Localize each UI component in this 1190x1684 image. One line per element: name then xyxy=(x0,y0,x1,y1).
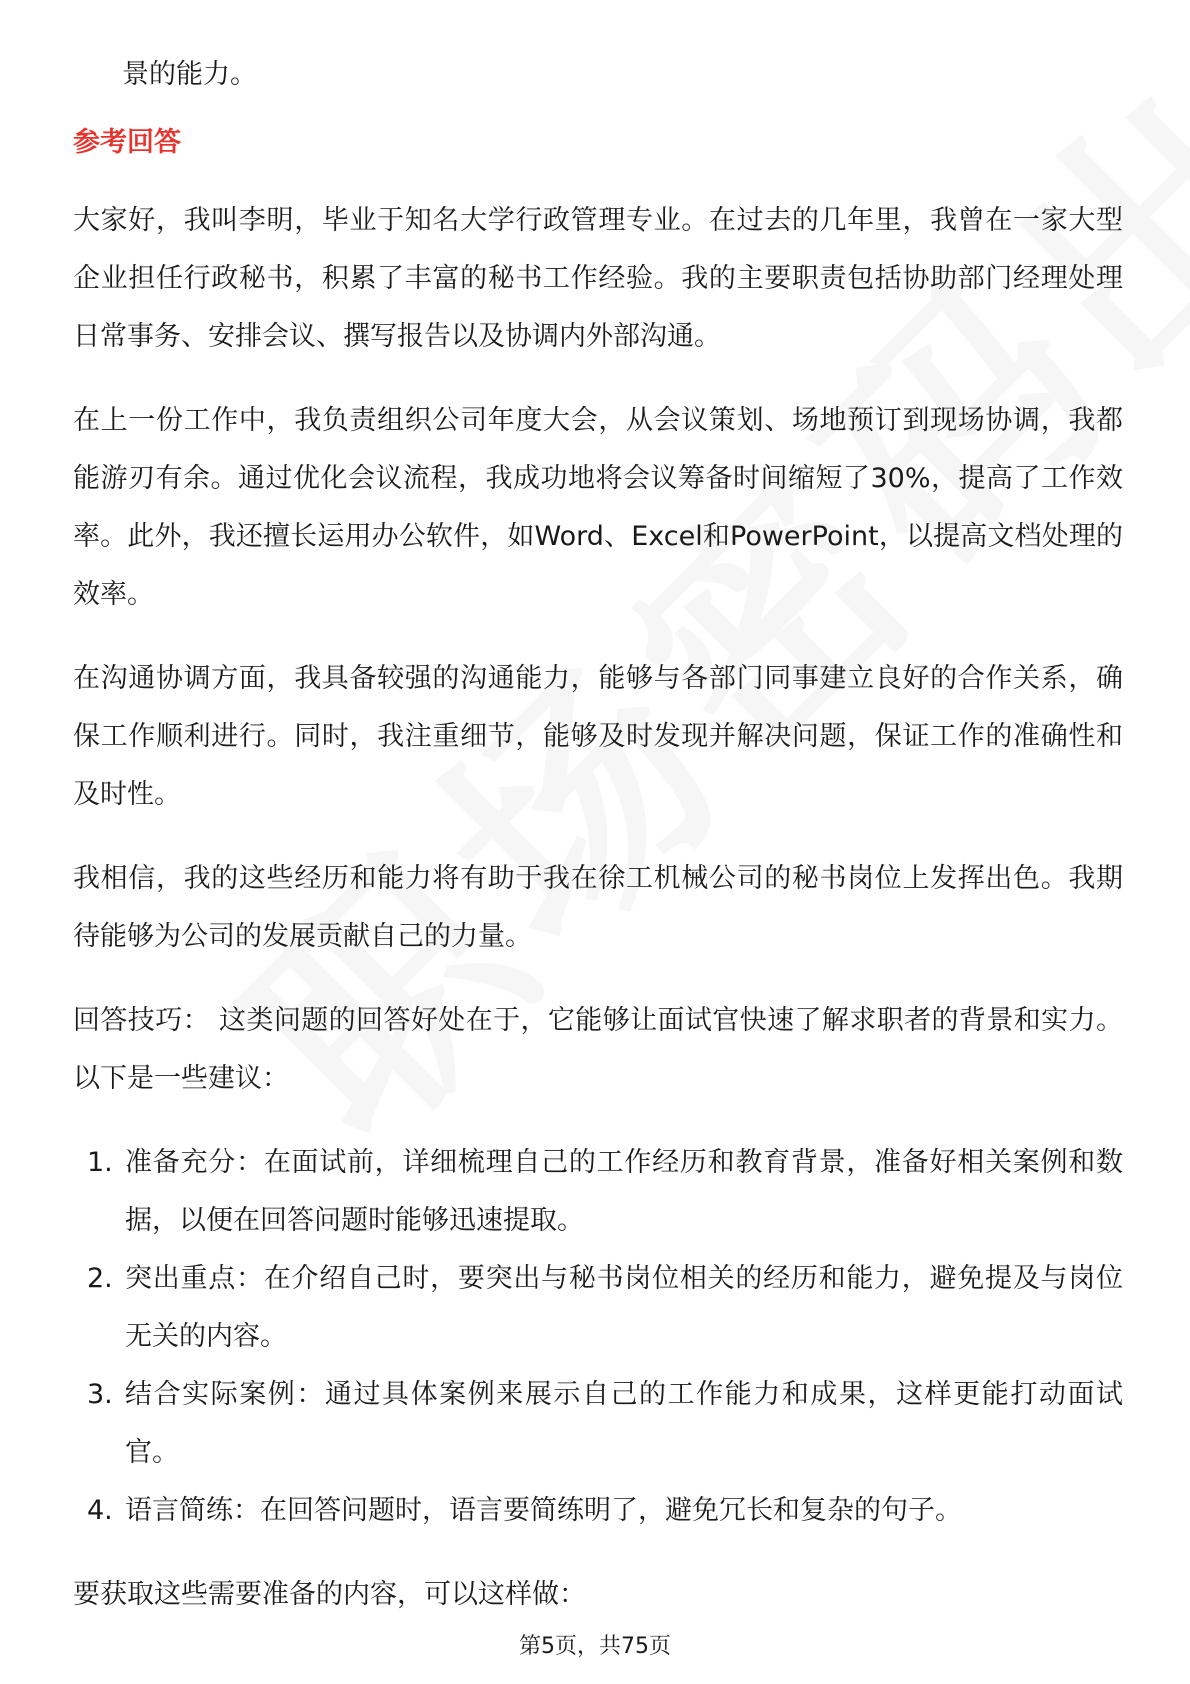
tips-list xyxy=(73,1134,1123,1540)
continuation-line: 景的能力。 xyxy=(122,59,257,90)
page-number: 第5页，共75页 xyxy=(519,1634,671,1659)
list-item-number: 1. xyxy=(87,1147,113,1178)
paragraph-conclusion: 我相信，我的这些经历和能力将有助于我在徐工机械公司的秘书岗位上发挥出色。我期待能够为公司的发展贡献自己的力量。 xyxy=(73,863,1123,952)
list-item xyxy=(73,1366,1123,1482)
list-item-number: 4. xyxy=(87,1495,113,1526)
paragraph-closing: 要获取这些需要准备的内容，可以这样做： xyxy=(73,1579,586,1610)
list-item-text: 突出重点：在介绍自己时，要突出与秘书岗位相关的经历和能力，避免提及与岗位无关的内容。 xyxy=(125,1263,1123,1352)
paragraph-communication: 在沟通协调方面，我具备较强的沟通能力，能够与各部门同事建立良好的合作关系，确保工作顺利进行。同时，我注重细节，能够及时发现并解决问题，保证工作的准确性和及时性。 xyxy=(73,663,1123,810)
paragraph-answer-tips: 回答技巧： 这类问题的回答好处在于，它能够让面试官快速了解求职者的背景和实力。以下是一些建议： xyxy=(73,1005,1123,1094)
list-item xyxy=(73,1134,1123,1250)
list-item-text: 准备充分：在面试前，详细梳理自己的工作经历和教育背景，准备好相关案例和数据，以便在回答问题时能够迅速提取。 xyxy=(125,1147,1123,1236)
list-item-text: 结合实际案例：通过具体案例来展示自己的工作能力和成果，这样更能打动面试官。 xyxy=(125,1379,1123,1468)
document-content xyxy=(73,46,1123,1624)
paragraph-previous-job: 在上一份工作中，我负责组织公司年度大会，从会议策划、场地预订到现场协调，我都能游刃有余。通过优化会议流程，我成功地将会议筹备时间缩短了30%，提高了工作效率。此外，我还擅长运用办公软件，如Word、Excel和PowerPoint，以提高文档处理的效率。 xyxy=(73,405,1123,610)
list-item xyxy=(73,1482,1123,1540)
list-item-number: 2. xyxy=(87,1263,113,1294)
section-title: 参考回答 xyxy=(73,127,181,158)
list-item-number: 3. xyxy=(87,1379,113,1410)
paragraph-intro: 大家好，我叫李明，毕业于知名大学行政管理专业。在过去的几年里，我曾在一家大型企业担任行政秘书，积累了丰富的秘书工作经验。我的主要职责包括协助部门经理处理日常事务、安排会议、撰写报告以及协调内外部沟通。 xyxy=(73,205,1123,352)
list-item xyxy=(73,1250,1123,1366)
list-item-text: 语言简练：在回答问题时，语言要简练明了，避免冗长和复杂的句子。 xyxy=(125,1495,962,1526)
